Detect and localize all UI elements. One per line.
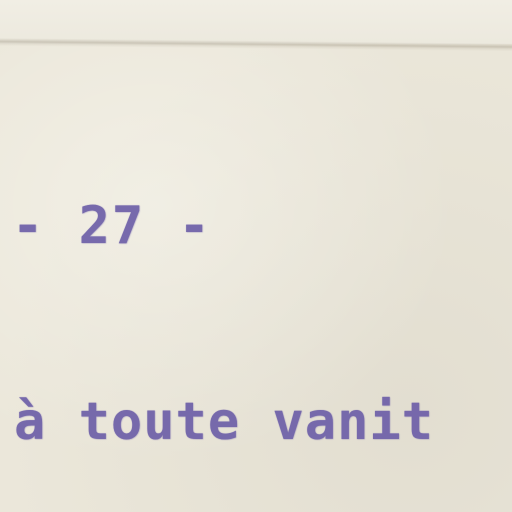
top-sheet-strip bbox=[0, 0, 512, 44]
page-number: - 27 - bbox=[12, 196, 212, 256]
typed-text-line: à toute vanit bbox=[14, 392, 434, 452]
